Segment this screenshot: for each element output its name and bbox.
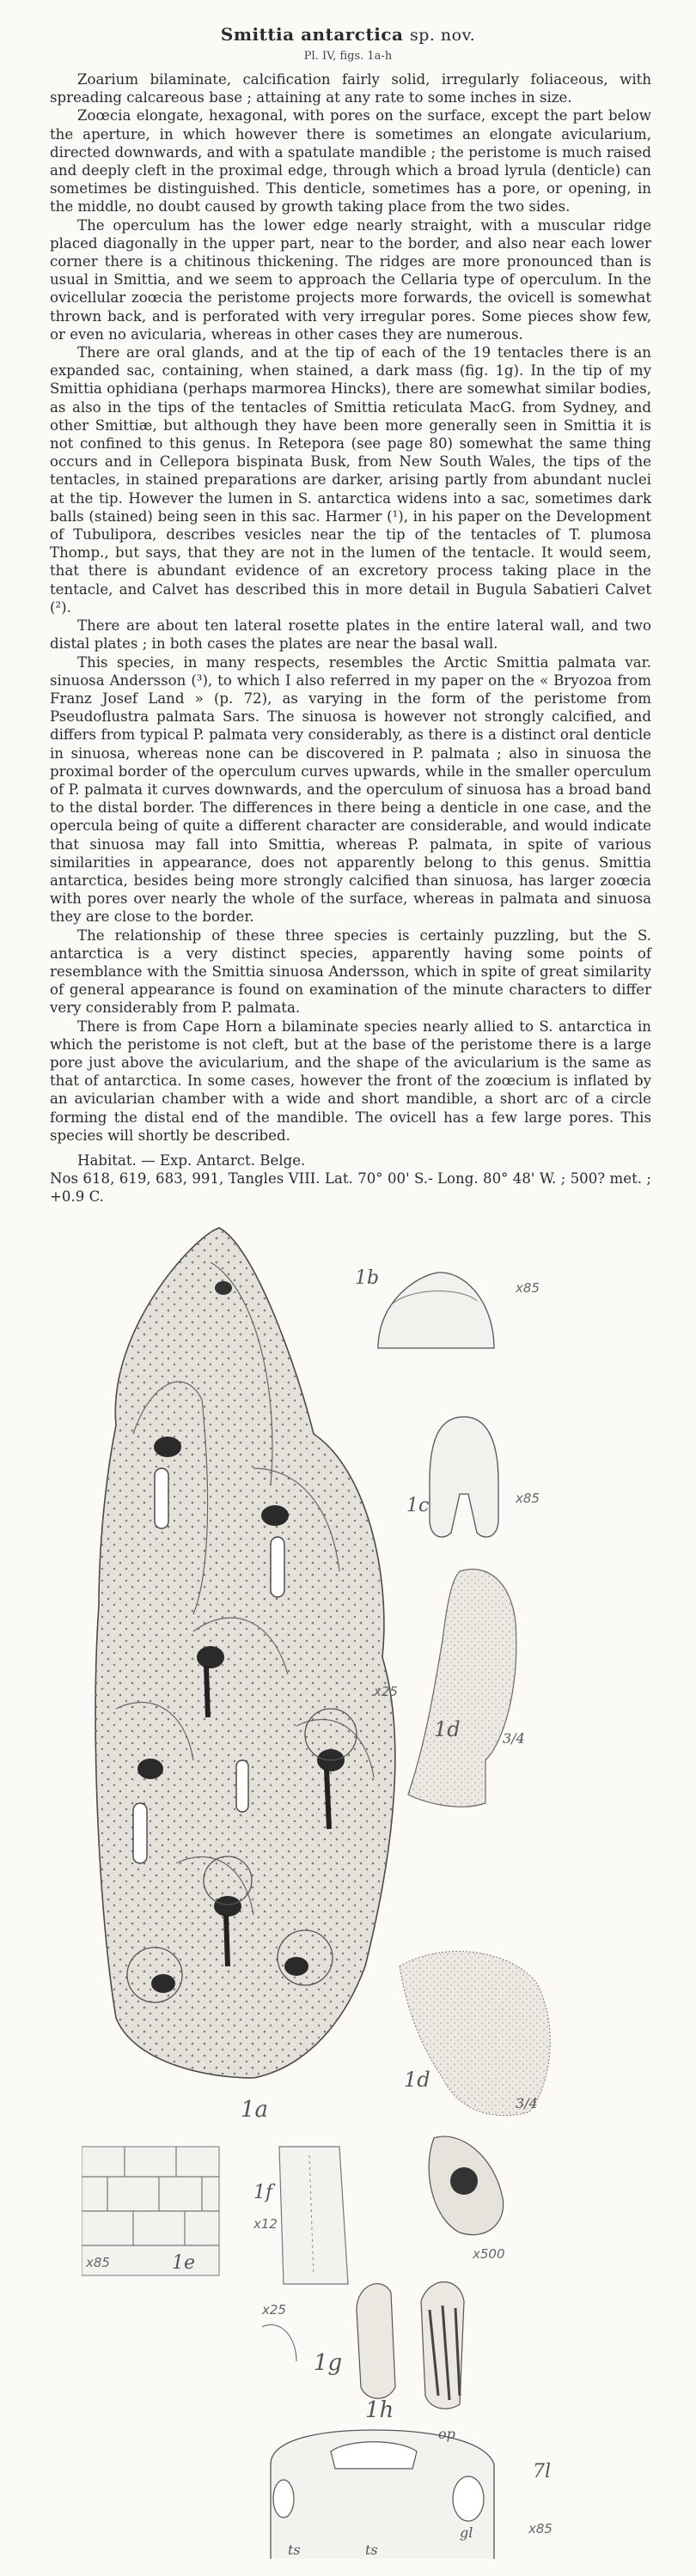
- paragraph: There are oral glands, and at the tip of each of the 19 tentacles there is an expanded sac, containing, when stained, a dark mass (fig. 1g). In the tip of my Smittia ophidiana (perhaps marmorea Hincks), there are somewhat similar bodies, as also in the tips of the tentacles of Smittia reticulata MacG. from Sydney, and other Smittiæ, but although they have been more generally seen in Smittia it is not confined to this genus. In Retepora (see page 80) somewhat the same thing occurs and in Cellepora bispinata Busk, from New South Wales, the tips of the tentacles, in stained preparations are darker, arising partly from abundant nuclei at the tip. However the lumen in S. antarctica widens into a sac, sometimes dark balls (stained) being seen in this sac. Harmer (¹), in his paper on the Development of Tubulipora, describes vesicles near the tip of the tentacles of T. plumosa Thomp., but says, that they are not in the lumen of the tentacle. It would seem, that there is abundant evidence of an excretory process taking place in the tentacle, and Calvet has described this in more detail in Bugula Sabatieri Calvet (²).: [50, 344, 651, 616]
- body-text: [50, 70, 651, 1206]
- figure-1d-lower: [400, 1952, 550, 2116]
- label-1e: 1e: [172, 2252, 196, 2274]
- figure-1a-colony: [95, 1228, 395, 2123]
- mag-1h: x85: [528, 2521, 553, 2537]
- mag-x500: x500: [473, 2246, 505, 2262]
- figure-1e-cells: [82, 2147, 219, 2275]
- paragraph: This species, in many respects, resembles the Arctic Smittia palmata var. sinuosa Andersson (³), to which I also referred in my paper on the « Bryozoa from Franz Josef Land » (p. 72), as varying in the form of the peristome from Pseudoflustra palmata Sars. The sinuosa is however not strongly calcified, and differs from typical P. palmata very considerably, as there is a distinct oral denticle in sinuosa, whereas none can be discovered in P. palmata ; also in sinuosa the proximal border of the operculum curves upwards, while in the smaller operculum of P. palmata it curves downwards, and the operculum of sinuosa has a broad band to the distal border. The differences in there being a denticle in one case, and the opercula being of quite a different character are considerable, and would indicate that sinuosa may fall into Smittia, whereas P. palmata, in spite of various similarities in appearance, does not apparently belong to this genus. Smittia antarctica, besides being more strongly calcified than sinuosa, has larger zoœcia with pores over nearly the whole of the surface, whereas in palmata and sinuosa they are close to the border.: [50, 653, 651, 926]
- habitat-label: Habitat. — Exp. Antarct. Belge.: [77, 1151, 306, 1169]
- plate-figure: [82, 1211, 597, 2559]
- figure-1c-peristome: [406, 1417, 540, 1537]
- figure-1g-tentacles: [261, 2282, 464, 2409]
- label-1h: 1h: [365, 2397, 394, 2423]
- paragraph: Zoœcia elongate, hexagonal, with pores on the surface, except the part below the aperture, in which however there is sometimes an elongate avicularium, directed downwards, and with a spatulate mandible ; the peristome is much raised and deeply cleft in the proximal edge, through which a broad lyrula (denticle) can sometimes be distinguished. This denticle, sometimes has a pore, or opening, in the middle, no doubt caused by growth taking place from the two sides.: [50, 107, 651, 216]
- label-1d-upper: 1d: [434, 1717, 461, 1741]
- label-1b: 1b: [355, 1267, 380, 1289]
- figure-1b-operculum: [355, 1267, 540, 1348]
- mag-1b: x85: [516, 1280, 540, 1296]
- label-1c: 1c: [406, 1495, 430, 1516]
- title-species: Smittia antarctica: [220, 24, 404, 45]
- figure-1h-section: [271, 2397, 553, 2559]
- label-1g: 1g: [314, 2350, 343, 2376]
- figure-1f-wall: [253, 2147, 348, 2284]
- annotation-op: op: [438, 2426, 455, 2442]
- paragraph: The operculum has the lower edge nearly straight, with a muscular ridge placed diagonally in the upper part, near to the border, and also near each lower corner there is a chitinous thickening. The ridges are more pronounced than is usual in Smittia, and we seem to approach the Cellaria type of operculum. In the ovicellular zoœcia the peristome projects more forwards, the ovicell is somewhat thrown back, and is perforated with very irregular pores. Some pieces show few, or even no avicularia, whereas in other cases they are numerous.: [50, 216, 651, 343]
- mag-1e: x85: [86, 2255, 110, 2270]
- mag-1c: x85: [516, 1491, 540, 1506]
- mag-1a: x25: [374, 1684, 398, 1699]
- label-7l: 7l: [533, 2461, 552, 2482]
- label-1a: 1a: [241, 2097, 269, 2123]
- label-1f: 1f: [253, 2182, 273, 2203]
- title-suffix: sp. nov.: [409, 26, 476, 45]
- mag-1f: x12: [253, 2216, 278, 2232]
- paragraph: Zoarium bilaminate, calcification fairly solid, irregularly foliaceous, with spreading calcareous base ; attaining at any rate to some inches in size.: [50, 71, 651, 106]
- paragraph: There is from Cape Horn a bilaminate species nearly allied to S. antarctica in which the peristome is not cleft, but at the base of the peristome there is a large pore just above the avicularium, and the shape of the avicularium is the same as that of antarctica. In some cases, however the front of the zoœcium is inflated by an avicularian chamber with a wide and short mandible, a short arc of a circle forming the distal end of the mandible. The ovicell has a few large pores. This species will shortly be described.: [50, 1018, 651, 1144]
- mag-x25b: x25: [262, 2302, 286, 2318]
- paragraph: The relationship of these three species is certainly puzzling, but the S. antarctica is a very distinct species, apparently having some points of resemblance with the Smittia sinuosa Andersson, which in spite of great similarity of general appearance is found on examination of the minute characters to differ very considerably from P. palmata.: [50, 927, 651, 1017]
- figure-1d-upper: [373, 1570, 525, 1807]
- mag-1d-upper: 3/4: [503, 1730, 525, 1747]
- page-title: [0, 24, 696, 45]
- habitat-stations: Nos 618, 619, 683, 991, Tangles VIII. Lat. 70° 00' S.- Long. 80° 48' W. ; 500? met. ; +0.9 C.: [50, 1170, 651, 1206]
- annotation-ts-left: ts: [288, 2542, 301, 2558]
- plate-reference: Pl. IV, figs. 1a-h: [303, 50, 393, 63]
- mag-1d-lower: 3/4: [516, 2095, 538, 2111]
- figure-tentacle-tip: [429, 2136, 504, 2262]
- plate-svg: [82, 1211, 597, 2559]
- paragraph: There are about ten lateral rosette plates in the entire lateral wall, and two distal plates ; in both cases the plates are near the basal wall.: [50, 617, 651, 653]
- annotation-gl: gl: [460, 2524, 473, 2541]
- annotation-ts-right: ts: [365, 2542, 378, 2558]
- label-1d-lower: 1d: [404, 2068, 430, 2092]
